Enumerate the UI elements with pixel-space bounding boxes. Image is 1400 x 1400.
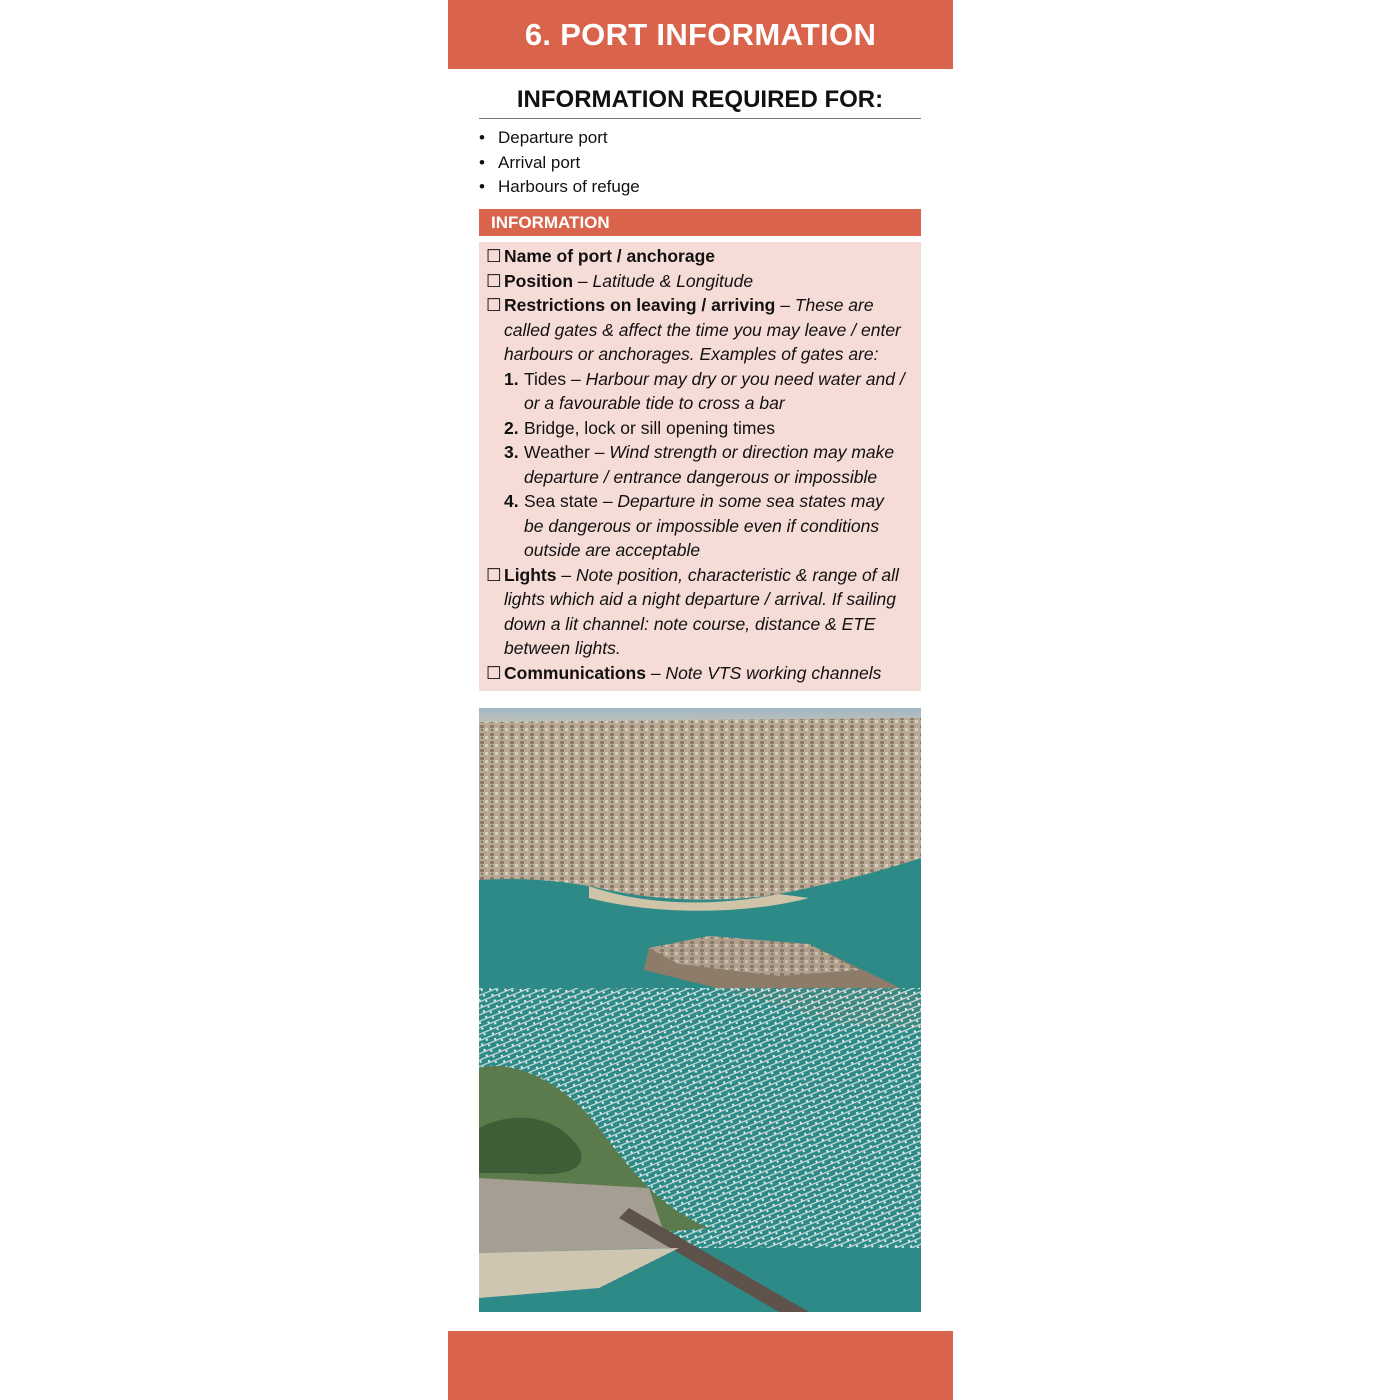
checklist-item-position (486, 269, 921, 294)
item-text: called gates & affect the time you may leave / enter (504, 319, 901, 340)
required-heading: INFORMATION REQUIRED FOR: (516, 86, 884, 113)
checkbox-icon: ☐ (486, 564, 502, 585)
item-dash: – (556, 564, 576, 585)
checkbox-icon: ☐ (486, 662, 502, 683)
gate-name: Sea state (524, 491, 598, 511)
checkbox-icon: ☐ (486, 270, 502, 291)
footer-band (448, 1331, 953, 1400)
item-label: Name of port / anchorage (504, 246, 716, 266)
list-item (479, 175, 921, 200)
gate-text: Departure in some sea states may (617, 491, 884, 511)
item-text: harbours or anchorages. Examples of gates are: (504, 344, 879, 364)
item-text: Latitude & Longitude (592, 270, 754, 291)
list-item-text: Arrival port (498, 152, 581, 172)
item-text: down a lit channel: note course, distance & ETE (504, 613, 876, 634)
required-list (479, 126, 921, 200)
item-text: These are (794, 295, 874, 315)
item-label: Communications (504, 662, 646, 683)
information-checklist (479, 242, 921, 691)
heading-divider (479, 118, 921, 119)
bullet-icon: • (479, 177, 485, 196)
checkbox-icon: ☐ (486, 246, 502, 266)
gate-text: outside are acceptable (524, 540, 701, 560)
item-dash: – (775, 295, 795, 315)
item-label: Lights (504, 564, 557, 585)
item-label: Restrictions on leaving / arriving (504, 295, 776, 315)
item-dash: – (645, 662, 666, 683)
item-dash: – (597, 491, 618, 511)
item-text: Note position, characteristic & range of all (575, 564, 899, 585)
gate-text: Wind strength or direction may make (609, 442, 895, 462)
bullet-icon: • (479, 152, 485, 172)
checkbox-icon: ☐ (486, 295, 502, 315)
item-dash: – (573, 270, 593, 291)
gate-number: 1. (504, 368, 519, 389)
item-text: Note VTS working channels (665, 662, 882, 683)
gate-name: Bridge, lock or sill opening times (524, 417, 775, 438)
gate-number: 2. (504, 417, 519, 438)
page-title: 6. PORT INFORMATION (524, 16, 877, 52)
harbour-aerial-photo (479, 708, 921, 1312)
item-label: Position (504, 270, 574, 291)
list-item-text: Departure port (498, 128, 608, 147)
gate-item-sea-state (486, 489, 921, 563)
list-item (479, 126, 921, 151)
harbour-illustration (479, 708, 921, 1312)
list-item-text: Harbours of refuge (498, 177, 640, 196)
port-information-card (448, 0, 953, 1400)
gate-text: or a favourable tide to cross a bar (524, 393, 785, 413)
gate-name: Tides (524, 368, 567, 389)
gate-item-tides (486, 367, 921, 416)
header-band (448, 0, 953, 69)
checklist-item-lights (486, 563, 921, 661)
gate-text: departure / entrance dangerous or impossible (524, 466, 878, 487)
gate-number: 3. (504, 442, 519, 462)
checklist-item-name-port (486, 244, 921, 269)
gate-item-bridge (486, 416, 921, 441)
gate-text: Harbour may dry or you need water and / (585, 368, 905, 389)
list-item (479, 151, 921, 176)
item-text: lights which aid a night departure / arrival. If sailing (504, 589, 897, 609)
bullet-icon: • (479, 128, 485, 147)
item-dash: – (566, 368, 586, 389)
information-bar: INFORMATION (479, 209, 921, 236)
gate-name: Weather (524, 442, 590, 462)
checklist-item-communications (486, 661, 921, 686)
gate-text: be dangerous or impossible even if conditions (524, 515, 880, 536)
gate-item-weather (486, 440, 921, 489)
item-text: between lights. (504, 638, 621, 658)
checklist-item-restrictions (486, 293, 921, 367)
item-dash: – (589, 442, 610, 462)
gate-number: 4. (504, 491, 519, 511)
